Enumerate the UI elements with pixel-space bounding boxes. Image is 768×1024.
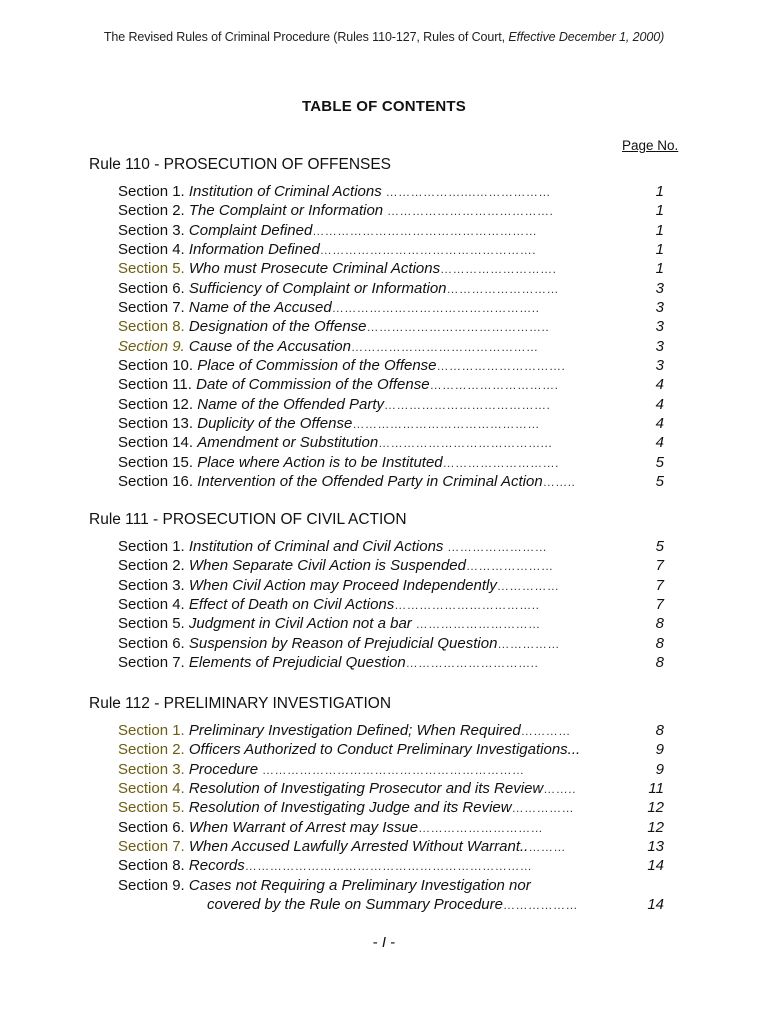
section-title: When Accused Lawfully Arrested Without Warrant.. (188, 838, 529, 856)
section-title: Duplicity of the Offense (197, 415, 353, 433)
page-number: 5 (655, 538, 664, 555)
page-number: 9 (655, 760, 664, 778)
page-number: 14 (647, 896, 664, 914)
section-label: Section 5. (118, 260, 185, 278)
section-label: Section 4. (118, 596, 185, 614)
section-title: Cause of the Accusation (188, 337, 351, 355)
toc-entry (118, 740, 678, 759)
toc-entry (118, 317, 678, 336)
section-title: Sufficiency of Complaint or Information (188, 279, 447, 297)
section-title: Preliminary Investigation Defined; When Required (188, 722, 521, 739)
leader-dots: …………………………. (436, 359, 566, 374)
page-number: 8 (655, 634, 664, 652)
section-label: Section 6. (118, 279, 185, 297)
toc-entry (118, 856, 678, 875)
page-number: 3 (655, 337, 664, 355)
section-label: Section 7. (118, 299, 185, 317)
page-number: 4 (655, 434, 664, 452)
section-title: Name of the Offended Party (197, 395, 385, 413)
toc-entry (118, 576, 678, 595)
leader-dots: …………………………. (429, 378, 559, 393)
leader-dots: ……………………………………………………… (258, 762, 525, 777)
page-number: 14 (647, 857, 664, 875)
leader-dots: …………………………………. (383, 204, 554, 219)
toc-entry (118, 375, 678, 394)
leader-dots: …………… (496, 578, 560, 593)
page-number: 1 (655, 183, 664, 200)
toc-entry (118, 721, 678, 740)
rule-110-heading: Rule 110 - PROSECUTION OF OFFENSES (89, 156, 392, 173)
toc-entry (118, 653, 678, 672)
section-label: Section 5. (118, 799, 185, 817)
toc-entry (118, 201, 678, 220)
toc-entry (118, 279, 678, 298)
leader-dots: …………………………………... (378, 436, 553, 451)
toc-entry (118, 395, 678, 414)
section-label: Section 9. (118, 337, 185, 355)
section-title: Institution of Criminal and Civil Actions (188, 538, 444, 555)
toc-entry (118, 453, 678, 472)
section-title: Date of Commission of the Offense (196, 376, 430, 394)
leader-dots: ……………… (502, 898, 578, 913)
rule-110-sections (118, 182, 678, 492)
page-number: 1 (655, 260, 664, 278)
section-title: Resolution of Investigating Prosecutor and its Review (188, 780, 544, 798)
section-label: Section 8. (118, 318, 185, 336)
section-label: Section 3. (118, 760, 185, 778)
section-label: Section 4. (118, 780, 185, 798)
page-number: 7 (655, 596, 664, 614)
footer-page-numeral: I (381, 934, 387, 951)
leader-dots: …………… (511, 801, 575, 816)
section-title: Officers Authorized to Conduct Preliminary Investigations... (188, 741, 581, 759)
section-label: Section 2. (118, 557, 185, 575)
leader-dots: ……… (528, 840, 566, 855)
section-title: Institution of Criminal Actions (188, 183, 382, 200)
leader-dots: ………………………… (418, 820, 544, 835)
leader-dots: ……………………………………………. (319, 243, 537, 258)
toc-entry (118, 760, 678, 779)
page-number: 7 (655, 576, 664, 594)
section-label: Section 3. (118, 576, 185, 594)
section-title: When Warrant of Arrest may Issue (188, 818, 419, 836)
rule-111-heading: Rule 111 - PROSECUTION OF CIVIL ACTION (89, 511, 407, 528)
section-title: When Separate Civil Action is Suspended (188, 557, 466, 575)
section-title: Cases not Requiring a Preliminary Investigation nor (188, 876, 531, 894)
page-no-label: Page No. (622, 138, 679, 153)
section-label: Section 7. (118, 654, 185, 672)
leader-dots: ……………………… (446, 281, 560, 296)
page-number: 4 (655, 415, 664, 433)
section-label: Section 2. (118, 741, 185, 759)
rule-111-sections (118, 537, 678, 672)
header-effective-date: Effective December 1, 2000) (508, 30, 665, 44)
toc-entry (118, 356, 678, 375)
page-number: 8 (655, 615, 664, 633)
toc-entry (118, 837, 678, 856)
leader-dots: …….. (542, 475, 576, 490)
toc-entry (118, 798, 678, 817)
section-label: Section 2. (118, 202, 185, 220)
section-title: Designation of the Offense (188, 318, 367, 336)
toc-entry (118, 876, 678, 895)
section-label: Section 12. (118, 395, 194, 413)
page-number: 3 (655, 357, 664, 375)
page-number: 13 (647, 838, 664, 856)
leader-dots: ……………………………………… (350, 339, 539, 354)
toc-entry (118, 298, 678, 317)
page-number: 1 (655, 241, 664, 259)
section-title: covered by the Rule on Summary Procedure (207, 896, 503, 914)
footer-dash-right: - (386, 934, 396, 951)
page-number: 5 (655, 473, 664, 491)
section-title: Effect of Death on Civil Actions (188, 596, 395, 614)
toc-entry (118, 556, 678, 575)
toc-entry (118, 634, 678, 653)
page-number: 4 (655, 395, 664, 413)
page-number: 8 (655, 654, 664, 672)
section-label: Section 1. (118, 183, 185, 200)
section-label: Section 16. (118, 473, 194, 491)
toc-entry (118, 614, 678, 633)
toc-entry (118, 537, 678, 556)
section-label: Section 1. (118, 722, 185, 739)
leader-dots: …………… (497, 636, 560, 651)
page-number: 3 (655, 318, 664, 336)
section-title: Place where Action is to be Instituted (197, 453, 443, 471)
section-title: Resolution of Investigating Judge and its Review (188, 799, 512, 817)
page-number: 8 (655, 722, 664, 739)
page-number: 3 (655, 299, 664, 317)
section-label: Section 10. (118, 357, 194, 375)
section-label: Section 9. (118, 876, 185, 894)
section-title: Suspension by Reason of Prejudicial Question (188, 634, 498, 652)
section-title: Judgment in Civil Action not a bar (188, 615, 412, 633)
toc-entry (118, 895, 678, 914)
section-label: Section 13. (118, 415, 194, 433)
leader-dots: …………………………………. (384, 397, 551, 412)
toc-entry (118, 779, 678, 798)
page-number: 1 (655, 221, 664, 239)
footer-dash-left: - (372, 934, 382, 951)
leader-dots: ………………………… (411, 617, 541, 632)
section-title: Records (188, 857, 245, 875)
leader-dots: …………………………………….. (366, 320, 550, 335)
page-footer (0, 934, 768, 951)
section-label: Section 15. (118, 453, 194, 471)
section-title: The Complaint or Information (188, 202, 384, 220)
leader-dots: …………………………………………………………… (244, 859, 533, 874)
leader-dots: ………………………. (442, 455, 559, 470)
section-title: Complaint Defined (188, 221, 313, 239)
toc-entry (118, 433, 678, 452)
toc-entry (118, 472, 678, 491)
toc-entry (118, 221, 678, 240)
leader-dots: …………………………….. (394, 598, 540, 613)
section-title: Name of the Accused (188, 299, 332, 317)
page-number: 9 (655, 741, 664, 759)
toc-entry (118, 259, 678, 278)
page-number: 1 (655, 202, 664, 220)
leader-dots: …….. (543, 782, 576, 797)
leader-dots: ………… (520, 724, 571, 738)
section-label: Section 5. (118, 615, 185, 633)
leader-dots: ………………....……………… (381, 185, 551, 199)
section-title: Who must Prosecute Criminal Actions (188, 260, 441, 278)
toc-entry (118, 414, 678, 433)
toc-entry (118, 595, 678, 614)
page-number: 12 (647, 818, 664, 836)
page-number: 4 (655, 376, 664, 394)
page-number: 11 (648, 780, 664, 798)
page-number: 12 (647, 799, 664, 817)
section-title: Elements of Prejudicial Question (188, 654, 406, 672)
toc-entry (118, 818, 678, 837)
page-number: 5 (655, 453, 664, 471)
section-title: Amendment or Substitution (197, 434, 379, 452)
section-title: Place of Commission of the Offense (197, 357, 437, 375)
leader-dots: ………………………. (440, 262, 557, 277)
toc-entry (118, 337, 678, 356)
section-label: Section 14. (118, 434, 194, 452)
section-label: Section 6. (118, 634, 185, 652)
page-title: TABLE OF CONTENTS (302, 98, 466, 115)
header-text: The Revised Rules of Criminal Procedure (Rules 110-127, Rules of Court, (103, 30, 509, 44)
rule-112-sections (118, 721, 678, 914)
document-header (0, 30, 768, 44)
leader-dots: ………………… (466, 559, 554, 574)
section-title: Information Defined (188, 241, 320, 259)
page-number: 7 (655, 557, 664, 575)
section-title: Procedure (188, 760, 259, 778)
leader-dots: ……………………………………… (352, 417, 540, 432)
section-label: Section 11. (118, 376, 192, 394)
section-label: Section 8. (118, 857, 185, 875)
section-label: Section 7. (118, 838, 185, 856)
section-label: Section 3. (118, 221, 185, 239)
section-title: Intervention of the Offended Party in Criminal Action (197, 473, 543, 491)
section-title: When Civil Action may Proceed Independently (188, 576, 497, 594)
leader-dots: ………………………………………….. (331, 301, 540, 316)
rule-112-heading: Rule 112 - PRELIMINARY INVESTIGATION (89, 695, 392, 712)
toc-entry (118, 182, 678, 201)
section-label: Section 4. (118, 241, 185, 259)
leader-dots: ………………………….. (405, 656, 539, 671)
leader-dots: …………………… (443, 540, 548, 554)
page-number: 3 (655, 279, 664, 297)
section-label: Section 6. (118, 818, 185, 836)
toc-entry (118, 240, 678, 259)
section-label: Section 1. (118, 538, 185, 555)
leader-dots: ……………………………………………… (312, 223, 538, 238)
